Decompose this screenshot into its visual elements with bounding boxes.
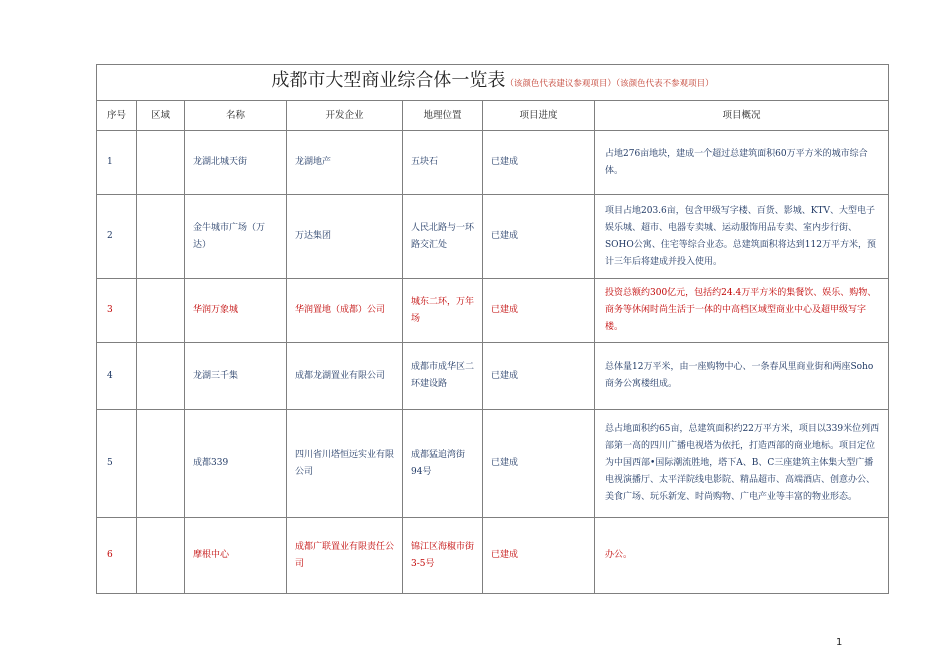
row-progress: 已建成 <box>483 131 595 195</box>
row-area <box>137 343 185 410</box>
row-developer: 万达集团 <box>287 195 403 279</box>
header-description: 项目概况 <box>595 101 889 131</box>
row-index: 6 <box>97 518 137 594</box>
row-progress: 已建成 <box>483 343 595 410</box>
row-location: 城东二环，万年场 <box>403 279 483 343</box>
document-sheet <box>96 64 888 594</box>
header-name: 名称 <box>185 101 287 131</box>
row-location: 成都猛追湾街94号 <box>403 410 483 518</box>
row-area <box>137 410 185 518</box>
table-row <box>97 343 889 410</box>
page-title: 成都市大型商业综合体一览表 <box>271 70 506 91</box>
row-name: 金牛城市广场（万达） <box>185 195 287 279</box>
header-area: 区域 <box>137 101 185 131</box>
row-index: 2 <box>97 195 137 279</box>
header-developer: 开发企业 <box>287 101 403 131</box>
row-developer: 成都广联置业有限责任公司 <box>287 518 403 594</box>
table-row <box>97 195 889 279</box>
row-description: 总体量12万平米，由一座购物中心、一条春风里商业街和两座Soho商务公寓楼组成。 <box>595 343 889 410</box>
header-progress: 项目进度 <box>483 101 595 131</box>
row-progress: 已建成 <box>483 195 595 279</box>
table-row <box>97 518 889 594</box>
row-developer: 华润置地（成都）公司 <box>287 279 403 343</box>
row-location: 人民北路与一环路交汇处 <box>403 195 483 279</box>
row-progress: 已建成 <box>483 279 595 343</box>
row-progress: 已建成 <box>483 410 595 518</box>
header-index: 序号 <box>97 101 137 131</box>
table-title <box>97 65 889 101</box>
row-index: 5 <box>97 410 137 518</box>
table-row <box>97 131 889 195</box>
row-location: 锦江区海椒市街3-5号 <box>403 518 483 594</box>
row-name: 龙湖三千集 <box>185 343 287 410</box>
row-developer: 四川省川塔恒远实业有限公司 <box>287 410 403 518</box>
table-row <box>97 279 889 343</box>
title-note-novisit: （该颜色代表不参观项目） <box>615 79 714 89</box>
row-description: 总占地面积约65亩，总建筑面积约22万平方米，项目以339米位列西部第一高的四川广播电视塔为依托，打造西部的商业地标。项目定位为中国西部•国际潮流胜地，塔下A、B、C三座建筑主体集大型广播电视演播厅、太平洋院线电影院、精品超市、高端酒店、创意办公、美食广场、玩乐新宠、时尚购物、广电产业等丰富的物业形态。 <box>595 410 889 518</box>
row-name: 龙湖北城天街 <box>185 131 287 195</box>
row-description: 占地276亩地块，建成一个超过总建筑面积60万平方米的城市综合体。 <box>595 131 889 195</box>
title-note-visit: （该颜色代表建议参观项目） <box>505 79 616 89</box>
row-progress: 已建成 <box>483 518 595 594</box>
page-number: 1 <box>836 637 843 648</box>
row-name: 摩根中心 <box>185 518 287 594</box>
row-area <box>137 131 185 195</box>
row-description: 投资总额约300亿元，包括约24.4万平方米的集餐饮、娱乐、购物、商务等休闲时尚生活于一体的中高档区域型商业中心及超甲级写字楼。 <box>595 279 889 343</box>
row-location: 五块石 <box>403 131 483 195</box>
row-description: 办公。 <box>595 518 889 594</box>
row-area <box>137 518 185 594</box>
row-area <box>137 195 185 279</box>
header-row <box>97 101 889 131</box>
row-location: 成都市成华区二环建设路 <box>403 343 483 410</box>
row-index: 4 <box>97 343 137 410</box>
row-index: 1 <box>97 131 137 195</box>
header-location: 地理位置 <box>403 101 483 131</box>
table-row <box>97 410 889 518</box>
row-name: 成都339 <box>185 410 287 518</box>
row-developer: 龙湖地产 <box>287 131 403 195</box>
row-developer: 成都龙湖置业有限公司 <box>287 343 403 410</box>
row-name: 华润万象城 <box>185 279 287 343</box>
mall-table <box>96 64 889 594</box>
row-area <box>137 279 185 343</box>
row-description: 项目占地203.6亩，包含甲级写字楼、百货、影城、KTV、大型电子娱乐城、超市、电器专卖城、运动服饰用品专卖、室内步行街、SOHO公寓、住宅等综合业态。总建筑面积将达到112万平方米，预计三年后将建成并投入使用。 <box>595 195 889 279</box>
title-row <box>97 65 889 101</box>
row-index: 3 <box>97 279 137 343</box>
